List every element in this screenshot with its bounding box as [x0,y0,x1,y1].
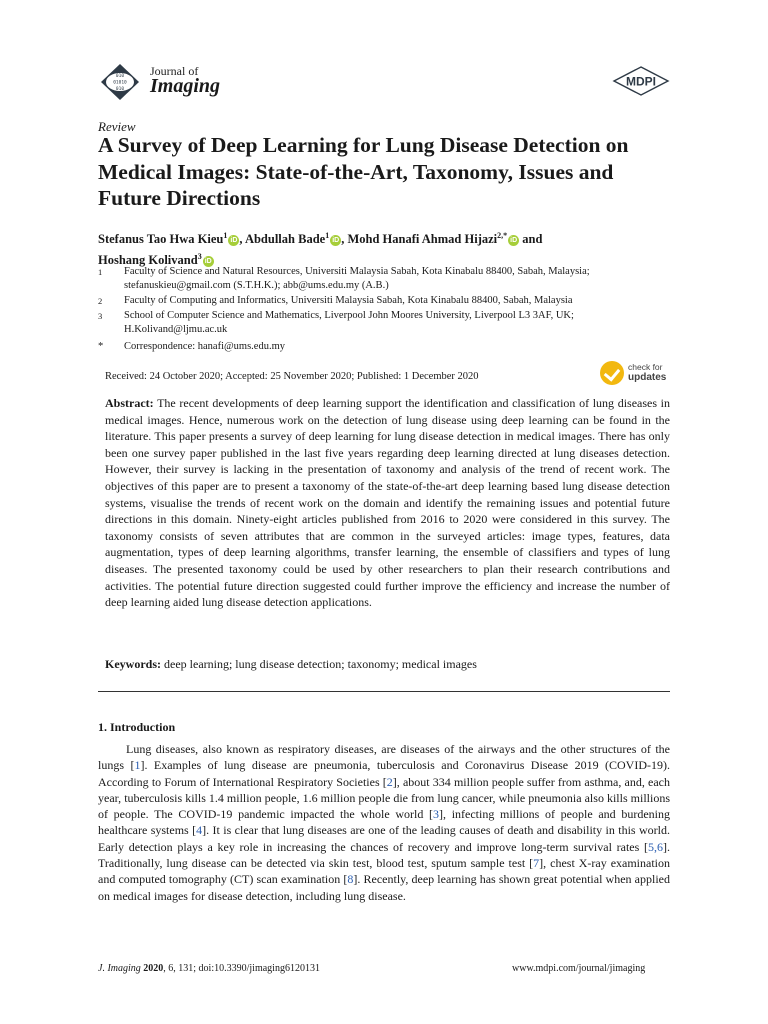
keywords [105,657,670,672]
paragraph-text: ]. Examples of lung disease are pneumonia, tuberculosis and Coronavirus Disease 2019 (COVID-19). According to Forum of International Respiratory Societies [ [98,758,671,789]
affiliation-email-line[interactable]: H.Kolivand@ljmu.ac.uk [124,324,228,335]
mdpi-text: MDPI [626,74,656,89]
affiliation-number: 3 [98,311,103,321]
paragraph-text: ], infecting millions of people and burdening healthcare systems [ [98,807,670,838]
affiliation-line: Faculty of Science and Natural Resources, Universiti Malaysia Sabah, Kota Kinabalu 88400, Sabah, Malaysia; [124,266,590,277]
journal-of-label: Journal of [150,64,199,78]
citation-link[interactable]: 8 [347,872,354,887]
journal-url[interactable]: www.mdpi.com/journal/jimaging [512,963,646,974]
author-list [98,227,678,269]
mdpi-logo [612,66,670,96]
affiliation-number: 2 [98,296,103,306]
abstract [105,395,670,611]
author-affiliation-mark: 2,* [497,231,508,240]
citation-link[interactable]: 7 [533,856,540,871]
citation-link[interactable]: 3 [433,807,440,822]
intro-paragraph [98,741,670,904]
publication-dates: Received: 24 October 2020; Accepted: 25 November 2020; Published: 1 December 2020 [105,371,479,382]
check-updates-line2: updates [628,372,667,383]
journal-name: Imaging [150,75,221,97]
author-affiliation-mark: 3 [197,252,202,262]
citation-link[interactable]: 4 [196,823,203,838]
author-separator: , [341,232,348,247]
orcid-icon[interactable]: iD [204,258,212,266]
correspondence-line[interactable]: Correspondence: hanafi@ums.edu.my [124,341,286,352]
article-title: A Survey of Deep Learning for Lung Disease Detection on Medical Images: State-of-the-Art, Taxonomy, Issues and Future Directions [98,133,629,210]
paragraph-text: ]. Traditionally, lung disease can be detected via skin test, blood test, sputum sample test [ [98,839,670,871]
paragraph-text: ]. Recently, deep learning has shown great potential when applied on medical images for disease detection, including lung disease. [98,872,670,903]
paragraph-text: ]. It is clear that lung diseases are one of the leading causes of death and disability in this world. Early detection plays a key role in increasing the chances of recovery and improve long-term survival rates [ [98,823,671,854]
paragraph-text: Lung diseases, also known as respiratory diseases, are diseases of the airways and the other structures of the lungs [ [98,742,670,773]
citation-footer [98,963,320,974]
article-type: Review [98,119,136,134]
affiliation-line: School of Computer Science and Mathematics, Liverpool John Moores University, Liverpool L3 3AF, UK; [124,310,574,321]
logo-text-3: 010 [115,87,125,92]
check-for-updates-button[interactable] [600,361,672,387]
logo-text-2: 01010 [113,80,127,86]
affiliation-number: 1 [98,267,103,277]
author-separator: and [519,232,543,247]
divider [98,691,670,692]
author-affiliation-mark: 1 [325,231,330,240]
orcid-icon[interactable]: iD [510,237,518,245]
footer-year: 2020 [143,963,164,974]
checkmark-icon [600,361,624,385]
orcid-icon[interactable]: iD [332,237,340,245]
affiliation-email-line[interactable]: stefanuskieu@gmail.com (S.T.H.K.); abb@ums.edu.my (A.B.) [124,280,389,291]
affiliation-line: Faculty of Computing and Informatics, Universiti Malaysia Sabah, Kota Kinabalu 88400, Sabah, Malaysia [124,295,573,306]
journal-logo [98,62,142,102]
correspondence-mark: * [98,341,104,352]
abstract-label: Abstract: [105,396,154,410]
author-name[interactable]: Hoshang Kolivand [98,253,198,268]
check-updates-line1: check for [628,362,663,372]
author-affiliation-mark: 1 [223,231,228,240]
paragraph-text: ], about 334 million people suffer from asthma, and, each year, tuberculosis kills 1.4 million people, 1.6 million people die from lung cancer, while pneumonia also kills millions of people. The COVID-19 pandemic impacted the whole world [ [98,774,670,822]
author-name[interactable]: Mohd Hanafi Ahmad Hijazi [347,232,498,247]
orcid-icon[interactable]: iD [230,237,238,245]
section-heading: 1. Introduction [98,720,176,734]
citation-link[interactable]: 5,6 [648,839,663,854]
abstract-text: The recent developments of deep learning support the identification and classification of lung diseases in medical images. Hence, numerous work on the detection of lung disease using deep learning can be found in the literature. This paper presents a survey of deep learning for lung disease detection in medical images. There has only been one survey paper published in the last five years regarding deep learning directed at lung diseases detection. However, their survey is lacking in the presentation of taxonomy and analysis of the trend of recent work. The objectives of this paper are to present a taxonomy of the state-of-the-art deep learning based lung disease detection systems, visualise the trends of recent work on the domain and identify the remaining issues and potential future directions in this domain. Ninety-eight articles published from 2016 to 2020 were considered in this survey. The taxonomy consists of seven attributes that are common in the surveyed articles: image types, features, data augmentation, types of deep learning algorithms, transfer learning, the ensemble of classifiers and types of lung diseases. The presented taxonomy could be used by other researchers to plan their research contributions and activities. The potential future direction suggested could further improve the efficiency and increase the number of deep learning aided lung disease detection applications. [105,396,670,610]
paragraph-text: ], chest X-ray examination and computed tomography (CT) scan examination [ [98,856,671,887]
citation-link[interactable]: 2 [386,774,393,789]
footer-journal: J. Imaging [98,963,141,974]
citation-link[interactable]: 1 [134,758,141,773]
author-separator: , [239,232,245,247]
author-name[interactable]: Stefanus Tao Hwa Kieu [98,232,224,247]
keywords-text: deep learning; lung disease detection; taxonomy; medical images [164,657,477,671]
author-name[interactable]: Abdullah Bade [244,232,326,247]
keywords-label: Keywords: [105,657,161,671]
footer-doi[interactable]: , 6, 131; doi:10.3390/jimaging6120131 [163,963,320,974]
logo-text-1: 010 [115,74,125,79]
